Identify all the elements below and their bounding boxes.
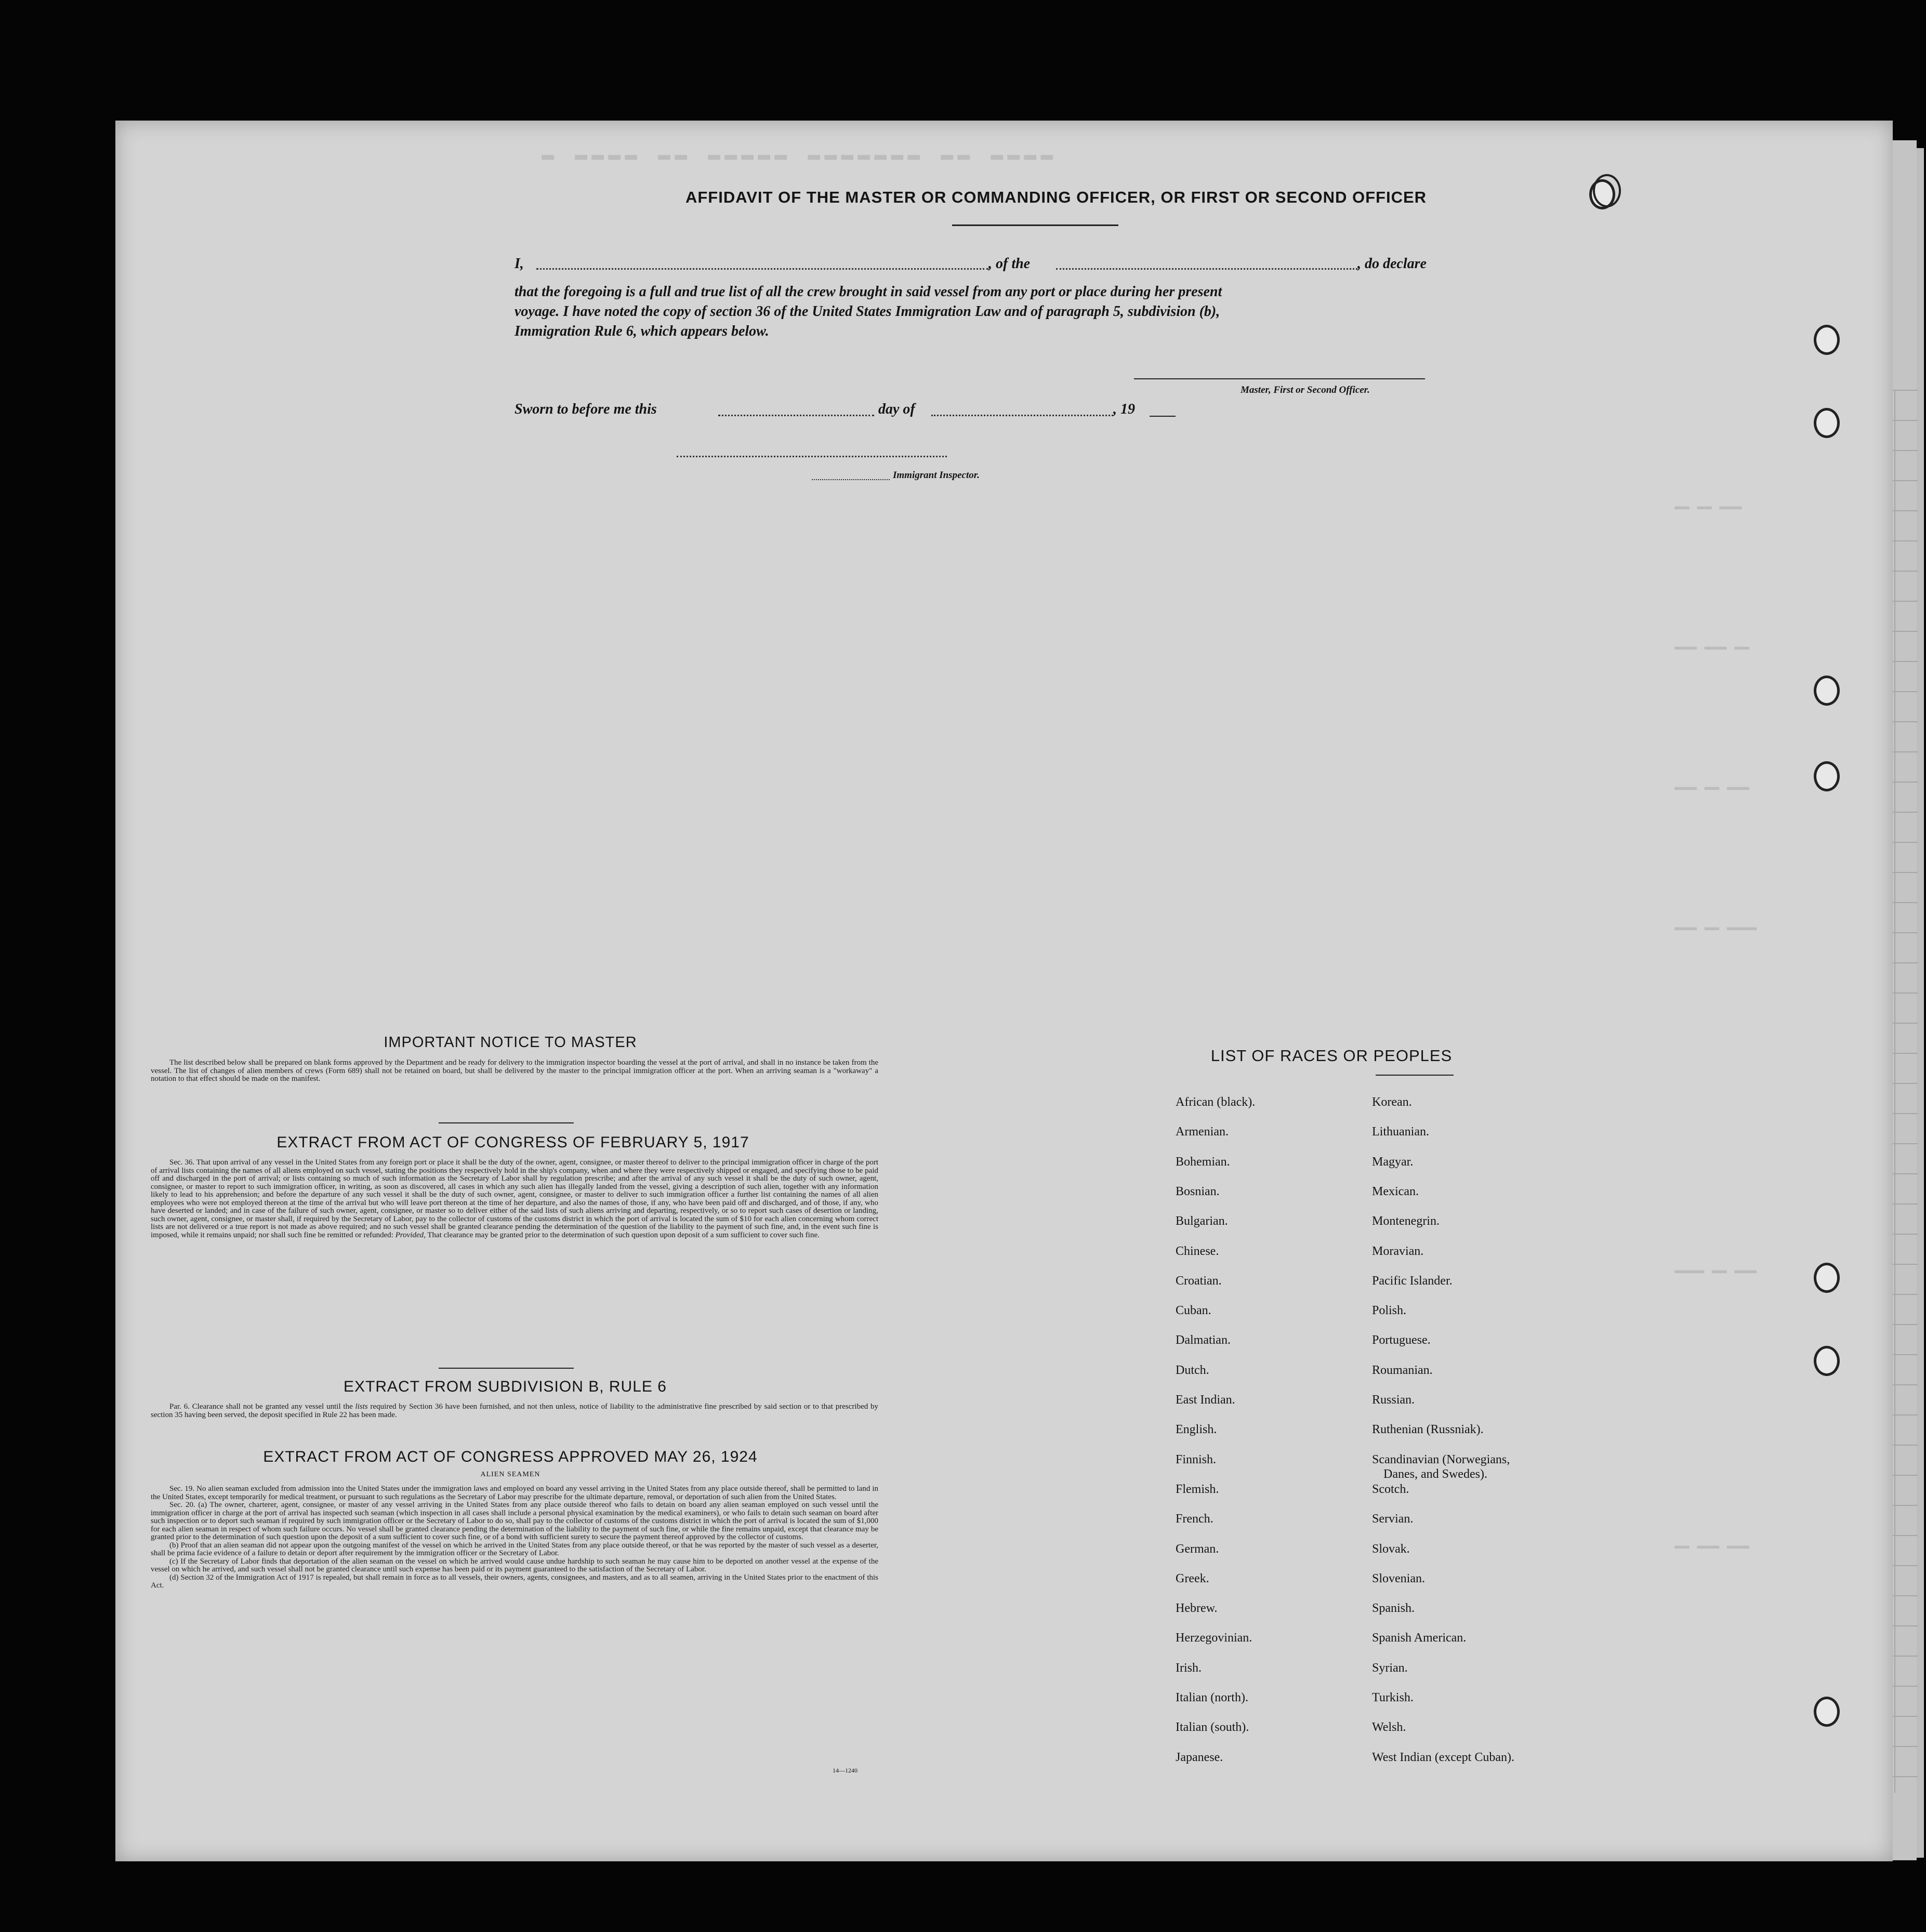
notice-body: The list described below shall be prepared on blank forms approved by the Department and be ready for delivery to the immigration inspector boarding the vessel at the port of arrival, and shall in no instance be taken from the vessel. The list of changes of alien members of crews (Form 689) shall not be retained on board, but shall be delivered by the master to the principal immigration officer at the port. When an arriving seaman is a "workaway" a notation to that effect should be made on the manifest.: [151, 1058, 878, 1083]
extract-1917-title: EXTRACT FROM ACT OF CONGRESS OF FEBRUARY 5, 1917: [276, 1134, 749, 1151]
extract-rule6-body: [151, 1403, 878, 1419]
race-item: Slovak.: [1372, 1542, 1410, 1556]
binder-hole: [1814, 676, 1840, 706]
race-item: Ruthenian (Russniak).: [1372, 1423, 1484, 1436]
affidavit-line-3: voyage. I have noted the copy of section 36 of the United States Immigration Law and of paragraph 5, subdivision (b),: [515, 303, 1220, 320]
race-item: Finnish.: [1176, 1453, 1217, 1466]
affidavit-line-2: that the foregoing is a full and true list of all the crew brought in said vessel from any port or place during her present: [515, 284, 1222, 300]
affidavit-title: AFFIDAVIT OF THE MASTER OR COMMANDING OFFICER, OR FIRST OR SECOND OFFICER: [685, 188, 1427, 206]
race-item: Chinese.: [1176, 1245, 1219, 1258]
binder-hole: [1814, 1346, 1840, 1376]
binder-hole: [1814, 1697, 1840, 1727]
extract-1924-body: [151, 1485, 878, 1590]
race-item: Dutch.: [1176, 1364, 1209, 1377]
signature-label: Master, First or Second Officer.: [1241, 385, 1370, 395]
sworn-day-of: day of: [878, 401, 915, 417]
race-item: Croatian.: [1176, 1274, 1222, 1288]
affidavit-i: I,: [515, 256, 524, 272]
title-rule: [952, 224, 1118, 226]
inspector-sub-line: [812, 479, 890, 480]
race-item: West Indian (except Cuban).: [1372, 1751, 1514, 1764]
binder-hole: [1814, 325, 1840, 355]
extract-1917-body: [151, 1159, 878, 1239]
race-item: Roumanian.: [1372, 1364, 1433, 1377]
sworn-year-line: [1150, 416, 1176, 417]
bleed-through-text: ▬▬▬ ▬▬ ▬▬▬▬: [1674, 921, 1757, 935]
race-item: Spanish American.: [1372, 1631, 1467, 1645]
vessel-line: [1056, 268, 1357, 270]
race-item: Servian.: [1372, 1512, 1414, 1526]
section-rule: [439, 1368, 574, 1369]
form-number: 14—1240: [833, 1767, 858, 1774]
race-item: Polish.: [1372, 1304, 1407, 1317]
race-item: Bulgarian.: [1176, 1214, 1228, 1228]
race-item: Cuban.: [1176, 1304, 1211, 1317]
race-item: Portuguese.: [1372, 1333, 1431, 1347]
race-item: Scandinavian (Norwegians,: [1372, 1453, 1510, 1466]
extract-rule6-title: EXTRACT FROM SUBDIVISION B, RULE 6: [344, 1378, 667, 1395]
race-item: Spanish.: [1372, 1602, 1415, 1615]
bleed-through-text: ▬▬ ▬▬ ▬▬▬: [1674, 500, 1742, 514]
affidavit-declare: , do declare: [1357, 256, 1427, 272]
section-rule: [439, 1122, 574, 1123]
race-item: English.: [1176, 1423, 1217, 1436]
races-title: LIST OF RACES OR PEOPLES: [1210, 1047, 1453, 1065]
sworn-day-line: [718, 415, 874, 416]
sec-20-a: Sec. 20. (a) The owner, charterer, agent, consignee, or master of any vessel arriving in the United States from any place outside thereof who fails to detain on board any alien seaman employed on such vessel until the immigration officer in charge at the port of arrival has inspected such seaman (which inspection in all cases shall include a personal physical examination by the medical examiners), or who fails to detain such seaman on board after such inspection or to deport such seaman if required by such immigration officer or the Secretary of Labor to do so, shall pay to the collector of customs of the customs district in which the port of arrival is located the sum of $1,000 for each alien seaman in respect of whom such failure occurs. No vessel shall be granted clearance pending the determination of the liability to the payment of such fine, or while the fine remains unpaid, except that clearance may be granted prior to the determination of such question upon the deposit of a sum sufficient to cover such fine, or of a bond with sufficient surety to secure the payment thereof approved by the collector of customs.: [151, 1501, 878, 1541]
rule6-text: Par. 6. Clearance shall not be granted any vessel until the: [169, 1402, 353, 1411]
race-item: Magyar.: [1372, 1155, 1414, 1169]
extract-1917-text-end: That clearance may be granted prior to the determination of such question upon deposit of a sum sufficient to cover such fine.: [427, 1230, 820, 1239]
bleed-through-text: ▬▬▬ ▬▬▬ ▬▬: [1674, 640, 1750, 654]
race-item: Korean.: [1372, 1095, 1412, 1109]
sworn-month-line: [931, 415, 1113, 416]
alien-seamen-subtitle: ALIEN SEAMEN: [480, 1471, 540, 1478]
race-item: Japanese.: [1176, 1751, 1223, 1764]
notice-title: IMPORTANT NOTICE TO MASTER: [384, 1034, 637, 1051]
race-item: Italian (south).: [1176, 1721, 1249, 1734]
race-item: Dalmatian.: [1176, 1333, 1231, 1347]
extract-1924-title: EXTRACT FROM ACT OF CONGRESS APPROVED MAY 26, 1924: [263, 1448, 758, 1465]
inspector-sign-line: [677, 456, 947, 457]
extract-1917-text: Sec. 36. That upon arrival of any vessel in the United States from any foreign port or place it shall be the duty of the owner, agent, consignee, or master thereof to deliver to the principal immigration officer in charge of the port of arrival lists containing the names of all aliens employed on such vessel, stating the positions they respectively hold in the ship's company, when and where they were respectively shipped or engaged, and specifying those to be paid off and discharged in the port of arrival; or lists containing so much of such information as the Secretary of Labor shall by regulation prescribe; and after the arrival of any such vessel it shall be the duty of such owner, agent, consignee, or master to report to such immigration officer, in writing, as soon as discovered, all cases in which any such alien has illegally landed from the vessel, giving a description of such alien, together with any information likely to lead to his apprehension; and before the departure of any such vessel it shall be the duty of such owner, agent, consignee, or master to deliver to such immigration officer a further list containing the names of all alien employees who were not employed thereon at the time of the arrival but who will leave port thereon at the time of her departure, and also the names of those, if any, who have been paid off and discharged, and of those, if any, who have deserted or landed; and in case of the failure of such owner, agent, consignee, or master so to deliver either of the said lists of such aliens arriving and departing, respectively, or so to report such cases of desertion or landing, such owner, agent, consignee, or master shall, if required by the Secretary of Labor, pay to the collector of customs of the customs district in which the port of arrival is located the sum of $10 for each alien concerning whom correct lists are not delivered or a true report is not made as above required; and no such vessel shall be granted clearance pending the determination of the question of the liability to the payment of such fine, and, in the event such fine is imposed, while it remains unpaid; nor shall such fine be remitted or refunded:: [151, 1158, 878, 1239]
race-item: Moravian.: [1372, 1245, 1424, 1258]
bleed-through-text: ▬▬▬▬ ▬▬ ▬▬▬: [1674, 1264, 1757, 1278]
race-item: Welsh.: [1372, 1721, 1406, 1734]
race-item: Slovenian.: [1372, 1572, 1425, 1585]
provided-word: Provided,: [395, 1230, 426, 1239]
race-item: Flemish.: [1176, 1483, 1219, 1496]
race-item: Pacific Islander.: [1372, 1274, 1453, 1288]
sworn-text: Sworn to before me this: [515, 401, 657, 417]
lists-word: lists: [355, 1402, 368, 1411]
signature-line: [1134, 378, 1425, 379]
affidavit-of-the: , of the: [988, 256, 1031, 272]
race-item: Danes, and Swedes).: [1383, 1467, 1487, 1481]
race-item: Herzegovinian.: [1176, 1631, 1252, 1645]
bleed-through-text: ▬▬▬ ▬▬ ▬▬▬: [1674, 780, 1750, 795]
sec-19: Sec. 19. No alien seaman excluded from admission into the United States under the immigration laws and employed on board any vessel arriving in the United States from any place outside thereof, shall be permitted to land in the United States, except temporarily for medical treatment, or pursuant to such regulations as the Secretary of Labor may prescribe for the ultimate departure, removal, or deportation of such alien from the United States.: [151, 1485, 878, 1501]
manifest-page: [115, 121, 1893, 1861]
race-item: Russian.: [1372, 1393, 1415, 1407]
sec-20-c: (c) If the Secretary of Labor finds that deportation of the alien seaman on the vessel on which he arrived would cause undue hardship to such seaman he may cause him to be deported on another vessel at the expense of the vessel on which he arrived, and such vessel shall not be granted clearance until such expense has been paid or its payment guaranteed to the satisfaction of the Secretary of Labor.: [151, 1557, 878, 1573]
rule6-text-end: required by Section 36 have been furnished, and not then unless, notice of liability to the administrative fine prescribed by said section or to that prescribed by section 35 having been served, the deposit specified in Rule 22 has been made.: [151, 1402, 879, 1419]
race-item: Mexican.: [1372, 1185, 1419, 1198]
sec-20-d: (d) Section 32 of the Immigration Act of 1917 is repealed, but shall remain in force as to all vessels, their owners, agents, consignees, and masters, and as to all seamen, arriving in the United States prior to the enactment of this Act.: [151, 1573, 878, 1590]
sec-20-b: (b) Proof that an alien seaman did not appear upon the outgoing manifest of the vessel on which he arrived in the United States from any place outside thereof, or that he was reported by the master of such vessel as a deserter, shall be prima facie evidence of a failure to detain or deport after requirement by the immigration officer or the Secretary of Labor.: [151, 1541, 878, 1557]
binder-hole: [1593, 174, 1621, 207]
race-item: African (black).: [1176, 1095, 1256, 1109]
binder-hole: [1814, 408, 1840, 438]
race-item: Greek.: [1176, 1572, 1209, 1585]
race-item: German.: [1176, 1542, 1219, 1556]
race-item: Irish.: [1176, 1661, 1202, 1675]
race-item: Hebrew.: [1176, 1602, 1218, 1615]
race-item: Armenian.: [1176, 1125, 1229, 1139]
affidavit-line-4: Immigration Rule 6, which appears below.: [515, 323, 769, 339]
race-item: Syrian.: [1372, 1661, 1408, 1675]
race-item: Montenegrin.: [1372, 1214, 1440, 1228]
race-item: Lithuanian.: [1372, 1125, 1429, 1139]
binder-hole: [1814, 761, 1840, 791]
race-item: Bohemian.: [1176, 1155, 1230, 1169]
name-line: [536, 268, 988, 270]
race-item: Bosnian.: [1176, 1185, 1220, 1198]
race-item: Scotch.: [1372, 1483, 1409, 1496]
bleed-through-text: ▬ ▬▬▬▬ ▬▬ ▬▬▬▬▬ ▬▬▬▬▬▬▬ ▬▬ ▬▬▬▬: [542, 144, 1058, 167]
bleed-through-text: ▬▬ ▬▬▬ ▬▬▬: [1674, 1539, 1750, 1553]
race-item: East Indian.: [1176, 1393, 1235, 1407]
inspector-label: Immigrant Inspector.: [893, 470, 980, 481]
race-item: Italian (north).: [1176, 1691, 1248, 1704]
race-item: French.: [1176, 1512, 1213, 1526]
race-item: Turkish.: [1372, 1691, 1414, 1704]
races-rule: [1376, 1075, 1454, 1076]
sworn-year: , 19: [1113, 401, 1135, 417]
binder-hole: [1814, 1263, 1840, 1293]
